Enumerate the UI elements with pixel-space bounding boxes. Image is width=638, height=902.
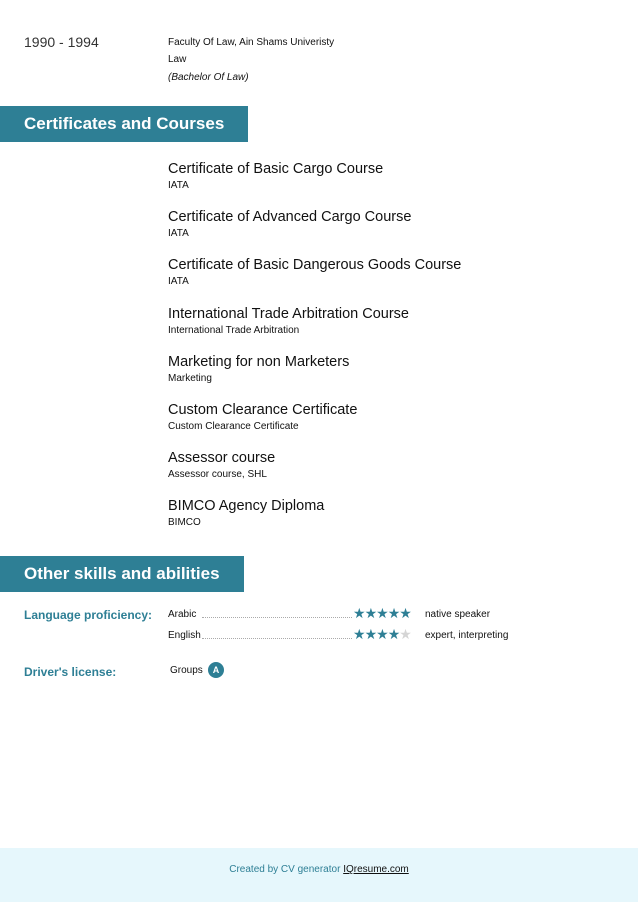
language-proficiency-label: Language proficiency: (24, 608, 153, 622)
education-degree: (Bachelor Of Law) (168, 72, 249, 83)
certificate-issuer: Assessor course, SHL (168, 469, 267, 480)
certificate-issuer: IATA (168, 180, 189, 191)
star-icon: ★ (376, 626, 388, 642)
certificate-issuer: IATA (168, 228, 189, 239)
certificate-issuer: IATA (168, 276, 189, 287)
certificate-issuer: Marketing (168, 373, 212, 384)
certificate-item (168, 353, 349, 384)
certificate-issuer: Custom Clearance Certificate (168, 421, 299, 432)
footer-text: Created by CV generator (229, 864, 341, 875)
star-icon: ★ (399, 626, 411, 642)
education-field: Law (168, 54, 187, 65)
certificate-item (168, 401, 357, 432)
language-name: English (168, 630, 201, 641)
certificate-title: BIMCO Agency Diploma (168, 498, 325, 514)
certificate-item (168, 208, 411, 239)
dotted-leader (202, 617, 352, 618)
star-icon: ★ (376, 605, 388, 621)
education-period: 1990 - 1994 (24, 34, 99, 50)
dotted-leader (202, 638, 352, 639)
certificate-title: Custom Clearance Certificate (168, 402, 358, 418)
certificate-issuer: BIMCO (168, 517, 201, 528)
certificate-title: Certificate of Basic Dangerous Goods Course (168, 257, 462, 273)
language-level: native speaker (425, 609, 491, 620)
star-icon: ★ (399, 605, 411, 621)
license-groups-label: Groups (170, 665, 203, 676)
language-row (168, 605, 528, 624)
certificate-issuer: International Trade Arbitration (168, 325, 300, 336)
footer (0, 848, 638, 902)
certificate-title: Marketing for non Marketers (168, 354, 350, 370)
license-group-badge: A (208, 662, 224, 678)
certificate-item (168, 449, 275, 480)
star-icon: ★ (364, 626, 377, 642)
language-rating (353, 626, 411, 642)
language-level: expert, interpreting (425, 630, 509, 641)
education-institution: Faculty Of Law, Ain Shams Univeristy (168, 37, 335, 48)
language-row (168, 626, 528, 645)
certificates-heading: Certificates and Courses (0, 106, 248, 142)
certificate-item (168, 305, 409, 336)
certificate-item (168, 497, 324, 528)
star-icon: ★ (353, 626, 365, 642)
star-icon: ★ (353, 605, 365, 621)
language-name: Arabic (168, 609, 197, 620)
certificate-title: International Trade Arbitration Course (168, 306, 409, 322)
certificate-title: Certificate of Basic Cargo Course (168, 161, 384, 177)
certificate-title: Assessor course (168, 450, 276, 466)
drivers-license-label: Driver's license: (24, 665, 117, 679)
star-icon: ★ (387, 605, 400, 621)
language-rating (353, 605, 411, 621)
certificate-title: Certificate of Advanced Cargo Course (168, 209, 412, 225)
star-icon: ★ (387, 626, 400, 642)
skills-heading: Other skills and abilities (0, 556, 244, 592)
certificate-item (168, 160, 383, 191)
star-icon: ★ (364, 605, 377, 621)
certificate-item (168, 256, 461, 287)
footer-link[interactable]: IQresume.com (343, 864, 409, 875)
